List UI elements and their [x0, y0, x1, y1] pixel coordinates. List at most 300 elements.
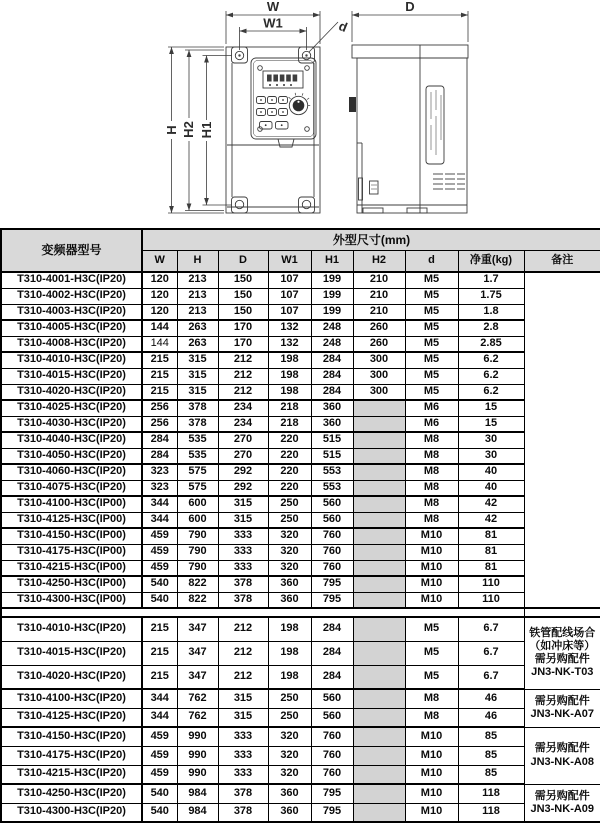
cell-w1: 198: [268, 641, 311, 665]
dim-label-d-hole: d: [336, 18, 350, 35]
cell-model: T310-4150-H3C(IP00): [1, 528, 142, 544]
cell-h2: [353, 544, 405, 560]
cell-w: 215: [142, 641, 177, 665]
cell-h: 600: [177, 496, 218, 512]
cell-h2: [353, 416, 405, 432]
cell-h1: 199: [311, 272, 353, 288]
cell-weight: 2.85: [458, 336, 524, 352]
cell-d: 170: [218, 320, 268, 336]
cell-h2: [353, 448, 405, 464]
mounting-holes: [232, 47, 315, 213]
cell-screw: M10: [405, 727, 458, 746]
table-row: [1, 708, 600, 727]
table-row: [1, 512, 600, 528]
cell-model: T310-4010-H3C(IP20): [1, 617, 142, 641]
cell-w: 215: [142, 352, 177, 368]
table-row: [1, 272, 600, 288]
cell-h: 575: [177, 480, 218, 496]
cell-h1: 760: [311, 528, 353, 544]
cell-w: 215: [142, 665, 177, 689]
cell-h2: [353, 480, 405, 496]
table-row: [1, 727, 600, 746]
cell-model: T310-4150-H3C(IP20): [1, 727, 142, 746]
cell-weight: 6.7: [458, 617, 524, 641]
cell-w: 459: [142, 544, 177, 560]
cell-h: 347: [177, 617, 218, 641]
cell-h2: 210: [353, 288, 405, 304]
cell-w: 540: [142, 803, 177, 822]
header-h1: H1: [311, 251, 353, 273]
cell-model: T310-4030-H3C(IP20): [1, 416, 142, 432]
cell-weight: 1.8: [458, 304, 524, 320]
cell-model: T310-4100-H3C(IP00): [1, 496, 142, 512]
table-body: [1, 272, 600, 822]
cell-w1: 320: [268, 528, 311, 544]
cell-h2: [353, 727, 405, 746]
cell-screw: M5: [405, 641, 458, 665]
cell-h1: 795: [311, 803, 353, 822]
cell-h: 762: [177, 689, 218, 708]
cell-model: T310-4175-H3C(IP20): [1, 746, 142, 765]
cell-d: 212: [218, 617, 268, 641]
cell-d: 170: [218, 336, 268, 352]
cell-weight: 30: [458, 448, 524, 464]
cell-weight: 40: [458, 464, 524, 480]
cell-h2: 260: [353, 320, 405, 336]
cell-screw: M5: [405, 288, 458, 304]
cell-screw: M10: [405, 576, 458, 592]
cell-screw: M6: [405, 400, 458, 416]
cell-d: 378: [218, 592, 268, 608]
front-view: [164, 0, 350, 213]
table-row: [1, 560, 600, 576]
spacer-remark-cell: [524, 608, 600, 617]
cell-h2: 260: [353, 336, 405, 352]
cell-model: T310-4125-H3C(IP00): [1, 512, 142, 528]
cell-weight: 81: [458, 560, 524, 576]
cell-h2: 300: [353, 384, 405, 400]
cell-screw: M10: [405, 746, 458, 765]
cell-w1: 218: [268, 400, 311, 416]
cell-h2: [353, 528, 405, 544]
cell-h1: 515: [311, 432, 353, 448]
header-dims-group: 外型尺寸(mm): [142, 229, 600, 251]
cell-h1: 360: [311, 416, 353, 432]
cell-h2: [353, 746, 405, 765]
cell-model: T310-4215-H3C(IP00): [1, 560, 142, 576]
cell-d: 333: [218, 746, 268, 765]
cell-h: 347: [177, 665, 218, 689]
cell-h2: 300: [353, 352, 405, 368]
cell-w1: 198: [268, 368, 311, 384]
cell-w1: 220: [268, 432, 311, 448]
cell-model: T310-4001-H3C(IP20): [1, 272, 142, 288]
cell-weight: 6.2: [458, 384, 524, 400]
table-row: [1, 665, 600, 689]
cell-screw: M8: [405, 432, 458, 448]
cell-d: 150: [218, 304, 268, 320]
cell-weight: 118: [458, 784, 524, 803]
header-h2: H2: [353, 251, 405, 273]
cell-d: 150: [218, 288, 268, 304]
cell-h: 315: [177, 384, 218, 400]
table-row: [1, 544, 600, 560]
cell-h: 575: [177, 464, 218, 480]
cell-weight: 81: [458, 544, 524, 560]
cell-w1: 220: [268, 480, 311, 496]
table-row: [1, 803, 600, 822]
cell-w1: 320: [268, 746, 311, 765]
dim-label-h: H: [164, 125, 179, 135]
cell-screw: M8: [405, 689, 458, 708]
cell-model: T310-4020-H3C(IP20): [1, 384, 142, 400]
cell-h: 984: [177, 803, 218, 822]
dim-label-w1: W1: [263, 15, 283, 31]
cell-h: 822: [177, 576, 218, 592]
cell-h: 790: [177, 528, 218, 544]
cell-h1: 284: [311, 641, 353, 665]
remark-cell: 需另购配件 JN3-NK-A08: [524, 727, 600, 784]
cell-w1: 132: [268, 336, 311, 352]
cell-screw: M6: [405, 416, 458, 432]
cell-w: 323: [142, 464, 177, 480]
cell-model: T310-4005-H3C(IP20): [1, 320, 142, 336]
cell-h1: 284: [311, 665, 353, 689]
table-row: [1, 617, 600, 641]
cell-h2: [353, 641, 405, 665]
cell-h: 213: [177, 288, 218, 304]
cell-d: 315: [218, 708, 268, 727]
cell-d: 270: [218, 448, 268, 464]
header-h: H: [177, 251, 218, 273]
table-row: [1, 320, 600, 336]
cell-screw: M5: [405, 384, 458, 400]
cell-w: 344: [142, 512, 177, 528]
cell-d: 378: [218, 784, 268, 803]
cell-d: 150: [218, 272, 268, 288]
dim-label-w: W: [266, 0, 280, 14]
remark-cell: 需另购配件 JN3-NK-A07: [524, 689, 600, 727]
cell-w1: 218: [268, 416, 311, 432]
cell-w: 459: [142, 765, 177, 784]
cell-h: 378: [177, 400, 218, 416]
cell-screw: M5: [405, 336, 458, 352]
cell-w1: 198: [268, 665, 311, 689]
potentiometer-knob: [289, 93, 311, 115]
cell-d: 333: [218, 727, 268, 746]
cell-weight: 30: [458, 432, 524, 448]
cell-model: T310-4215-H3C(IP20): [1, 765, 142, 784]
cell-w1: 132: [268, 320, 311, 336]
dim-label-h1: H1: [199, 121, 214, 139]
cell-w: 459: [142, 727, 177, 746]
cell-weight: 46: [458, 689, 524, 708]
cell-model: T310-4002-H3C(IP20): [1, 288, 142, 304]
cell-h: 535: [177, 432, 218, 448]
cell-w1: 107: [268, 288, 311, 304]
table-row: [1, 746, 600, 765]
cell-h: 990: [177, 727, 218, 746]
cell-h1: 284: [311, 368, 353, 384]
cell-weight: 2.8: [458, 320, 524, 336]
cell-w: 120: [142, 304, 177, 320]
cell-weight: 85: [458, 746, 524, 765]
cell-w1: 360: [268, 784, 311, 803]
cell-screw: M5: [405, 352, 458, 368]
cell-h: 990: [177, 765, 218, 784]
outline-drawing-svg: [0, 0, 600, 228]
table-row: [1, 384, 600, 400]
table-row: [1, 288, 600, 304]
cell-h2: [353, 784, 405, 803]
cell-w: 459: [142, 560, 177, 576]
cell-model: T310-4015-H3C(IP20): [1, 368, 142, 384]
cell-d: 378: [218, 576, 268, 592]
cell-weight: 42: [458, 496, 524, 512]
cell-d: 315: [218, 496, 268, 512]
cell-d: 212: [218, 368, 268, 384]
cell-w1: 107: [268, 304, 311, 320]
cell-w1: 250: [268, 512, 311, 528]
cell-h: 822: [177, 592, 218, 608]
cell-weight: 46: [458, 708, 524, 727]
cell-h1: 760: [311, 544, 353, 560]
cell-w1: 360: [268, 803, 311, 822]
cell-h1: 553: [311, 464, 353, 480]
table-row: [1, 528, 600, 544]
cell-h1: 553: [311, 480, 353, 496]
cell-h1: 560: [311, 689, 353, 708]
cell-screw: M5: [405, 304, 458, 320]
cell-w1: 107: [268, 272, 311, 288]
table-row: [1, 416, 600, 432]
cell-weight: 15: [458, 416, 524, 432]
header-d: D: [218, 251, 268, 273]
cell-model: T310-4100-H3C(IP20): [1, 689, 142, 708]
cell-screw: M8: [405, 708, 458, 727]
cell-d: 333: [218, 765, 268, 784]
table-row: [1, 765, 600, 784]
header-weight: 净重(kg): [458, 251, 524, 273]
table-row: [1, 336, 600, 352]
cell-screw: M8: [405, 464, 458, 480]
cell-model: T310-4025-H3C(IP20): [1, 400, 142, 416]
cell-w: 540: [142, 576, 177, 592]
cell-h1: 284: [311, 384, 353, 400]
cell-h2: [353, 560, 405, 576]
dimension-drawings: [0, 0, 600, 228]
cell-model: T310-4125-H3C(IP20): [1, 708, 142, 727]
nameplate: [426, 86, 444, 164]
cell-d: 212: [218, 352, 268, 368]
cell-h: 315: [177, 352, 218, 368]
terminal-label: [370, 181, 379, 194]
side-dimensions: [352, 11, 468, 42]
cell-model: T310-4250-H3C(IP20): [1, 784, 142, 803]
cell-w: 344: [142, 689, 177, 708]
cell-h2: [353, 496, 405, 512]
cell-w1: 360: [268, 592, 311, 608]
cell-h1: 248: [311, 336, 353, 352]
cell-h: 213: [177, 272, 218, 288]
cell-h: 790: [177, 560, 218, 576]
cell-weight: 110: [458, 576, 524, 592]
cell-weight: 1.7: [458, 272, 524, 288]
cell-model: T310-4050-H3C(IP20): [1, 448, 142, 464]
cell-d: 234: [218, 416, 268, 432]
cell-h1: 199: [311, 304, 353, 320]
cell-screw: M8: [405, 480, 458, 496]
cell-w1: 220: [268, 464, 311, 480]
control-panel: [251, 58, 316, 147]
dimension-table: [0, 228, 600, 823]
cell-w: 540: [142, 784, 177, 803]
cell-screw: M10: [405, 803, 458, 822]
cell-w: 344: [142, 708, 177, 727]
cell-h: 535: [177, 448, 218, 464]
cell-w1: 320: [268, 765, 311, 784]
cell-d: 378: [218, 803, 268, 822]
cell-screw: M5: [405, 665, 458, 689]
cell-h2: [353, 803, 405, 822]
cell-w: 459: [142, 528, 177, 544]
cell-h1: 515: [311, 448, 353, 464]
cell-screw: M10: [405, 592, 458, 608]
section-spacer-row: [1, 608, 600, 617]
cell-h2: [353, 464, 405, 480]
table-row: [1, 592, 600, 608]
cell-d: 292: [218, 464, 268, 480]
cell-w: 344: [142, 496, 177, 512]
cell-d: 315: [218, 689, 268, 708]
cell-d: 333: [218, 528, 268, 544]
table-row: [1, 448, 600, 464]
table-row: [1, 304, 600, 320]
cell-weight: 40: [458, 480, 524, 496]
cell-screw: M5: [405, 617, 458, 641]
cell-h2: [353, 400, 405, 416]
cell-screw: M8: [405, 512, 458, 528]
cell-w: 144: [142, 320, 177, 336]
dim-label-depth: D: [405, 0, 415, 14]
cell-w: 120: [142, 288, 177, 304]
cell-h: 213: [177, 304, 218, 320]
cell-model: T310-4003-H3C(IP20): [1, 304, 142, 320]
header-model: 变频器型号: [1, 229, 142, 272]
cell-model: T310-4040-H3C(IP20): [1, 432, 142, 448]
cell-h: 263: [177, 336, 218, 352]
table-row: [1, 368, 600, 384]
table-row: [1, 464, 600, 480]
cell-h2: [353, 432, 405, 448]
cell-h2: [353, 576, 405, 592]
cell-weight: 6.2: [458, 352, 524, 368]
table-row: [1, 480, 600, 496]
cell-model: T310-4250-H3C(IP00): [1, 576, 142, 592]
cell-weight: 1.75: [458, 288, 524, 304]
cell-w1: 320: [268, 560, 311, 576]
cell-h: 347: [177, 641, 218, 665]
cell-w: 323: [142, 480, 177, 496]
table-row: [1, 400, 600, 416]
cell-h1: 560: [311, 512, 353, 528]
cell-h1: 248: [311, 320, 353, 336]
header-remarks: 备注: [524, 251, 600, 273]
cell-h: 600: [177, 512, 218, 528]
cell-d: 333: [218, 560, 268, 576]
cell-w: 459: [142, 746, 177, 765]
cell-weight: 85: [458, 727, 524, 746]
cell-h2: [353, 665, 405, 689]
cell-w1: 220: [268, 448, 311, 464]
cell-w1: 320: [268, 544, 311, 560]
cell-screw: M10: [405, 784, 458, 803]
cell-weight: 85: [458, 765, 524, 784]
cell-w1: 360: [268, 576, 311, 592]
side-view: [349, 0, 468, 213]
cell-w: 144: [142, 336, 177, 352]
spacer-cell: [1, 608, 524, 617]
cell-model: T310-4300-H3C(IP20): [1, 803, 142, 822]
cell-weight: 6.7: [458, 665, 524, 689]
cell-h2: 210: [353, 272, 405, 288]
cell-model: T310-4008-H3C(IP20): [1, 336, 142, 352]
cell-h: 990: [177, 746, 218, 765]
led-display: [263, 71, 303, 88]
cell-d: 315: [218, 512, 268, 528]
cell-h: 315: [177, 368, 218, 384]
cell-h: 790: [177, 544, 218, 560]
cell-model: T310-4015-H3C(IP20): [1, 641, 142, 665]
cell-screw: M5: [405, 320, 458, 336]
cell-model: T310-4010-H3C(IP20): [1, 352, 142, 368]
cell-h2: [353, 592, 405, 608]
table-row: [1, 432, 600, 448]
cell-h: 984: [177, 784, 218, 803]
cell-d: 212: [218, 665, 268, 689]
cell-w1: 250: [268, 708, 311, 727]
cell-w: 284: [142, 432, 177, 448]
cell-w: 120: [142, 272, 177, 288]
table-row: [1, 352, 600, 368]
header-screw: d: [405, 251, 458, 273]
cell-d: 212: [218, 641, 268, 665]
cell-w: 540: [142, 592, 177, 608]
cell-w1: 198: [268, 384, 311, 400]
cell-d: 292: [218, 480, 268, 496]
cell-model: T310-4075-H3C(IP20): [1, 480, 142, 496]
cell-h1: 795: [311, 784, 353, 803]
table-row: [1, 496, 600, 512]
cell-screw: M5: [405, 368, 458, 384]
table-row: [1, 689, 600, 708]
cell-weight: 15: [458, 400, 524, 416]
cell-weight: 6.7: [458, 641, 524, 665]
cell-d: 270: [218, 432, 268, 448]
cell-w: 215: [142, 384, 177, 400]
cell-h2: [353, 765, 405, 784]
table-row: [1, 576, 600, 592]
table-row: [1, 784, 600, 803]
cell-weight: 6.2: [458, 368, 524, 384]
cell-screw: M8: [405, 496, 458, 512]
cell-screw: M10: [405, 765, 458, 784]
mounting-tab: [349, 97, 356, 112]
cell-h2: 300: [353, 368, 405, 384]
cell-h: 263: [177, 320, 218, 336]
cell-h1: 284: [311, 617, 353, 641]
cell-h1: 795: [311, 592, 353, 608]
